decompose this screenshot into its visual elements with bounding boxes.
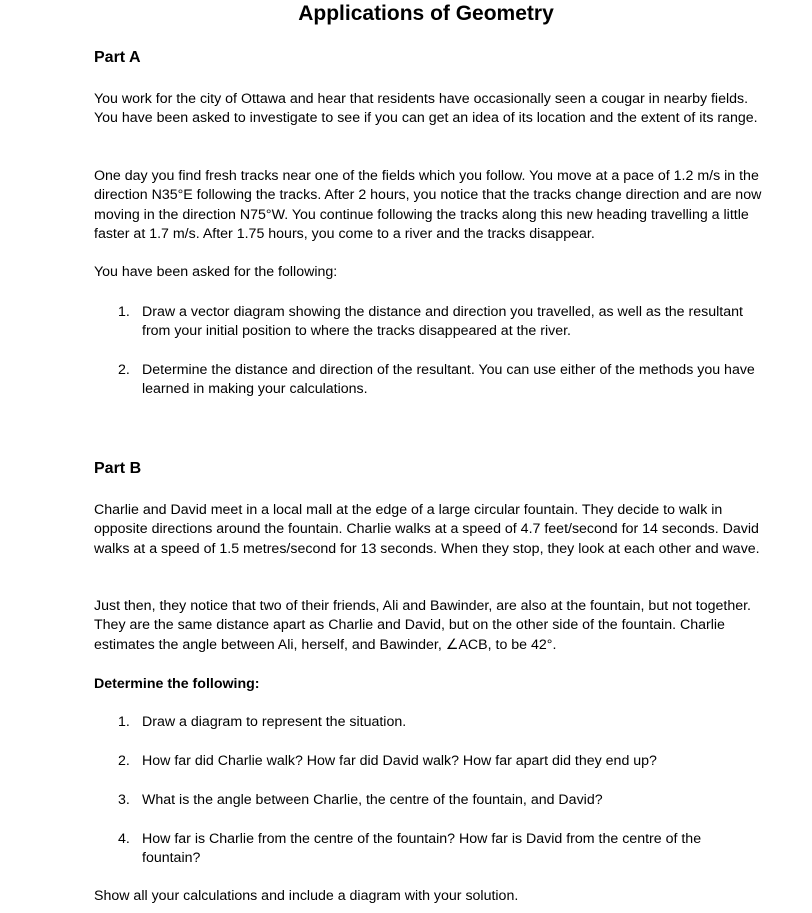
list-number: 3.: [118, 792, 130, 808]
part-b-task-item: [118, 830, 758, 869]
part-a-task-item: [118, 361, 758, 400]
part-b-heading: Part B: [94, 460, 142, 477]
part-b-task-item: [118, 713, 758, 732]
list-number: 1.: [118, 714, 130, 730]
part-a-task-item: [118, 303, 758, 342]
part-a-task-intro: You have been asked for the following:: [94, 264, 338, 280]
list-item-text: Draw a diagram to represent the situation.: [142, 714, 407, 730]
part-a-tracks-paragraph: One day you find fresh tracks near one of the fields which you follow. You move at a pace of 1.2 m/s in the direction N35°E following the tracks. After 2 hours, you notice that the tracks change direction and are now moving in the direction N75°W. You continue following the tracks along this new heading travelling a little faster at 1.7 m/s. After 1.75 hours, you come to a river and the tracks disappear.: [94, 168, 762, 242]
part-b-task-item: [118, 752, 758, 771]
part-a-heading: Part A: [94, 49, 141, 66]
list-item-text: Determine the distance and direction of the resultant. You can use either of the methods you have learned in making your calculations.: [142, 362, 755, 398]
determine-label: Determine the following:: [94, 676, 260, 692]
list-item-text: What is the angle between Charlie, the centre of the fountain, and David?: [142, 792, 603, 808]
list-item-text: Draw a vector diagram showing the distance and direction you travelled, as well as the resultant from your initial position to where the tracks disappeared at the river.: [142, 304, 743, 340]
page-title: Applications of Geometry: [298, 2, 554, 25]
list-number: 2.: [118, 753, 130, 769]
list-item-text: How far did Charlie walk? How far did David walk? How far apart did they end up?: [142, 753, 657, 769]
part-b-friends-paragraph: Just then, they notice that two of their friends, Ali and Bawinder, are also at the fountain, but not together. They are the same distance apart as Charlie and David, but on the other side of the fountain. Charlie estimates the angle between Ali, herself, and Bawinder, ∠ACB, to be 42°.: [94, 598, 751, 653]
part-b-task-item: [118, 791, 758, 810]
closing-instruction: Show all your calculations and include a diagram with your solution.: [94, 888, 519, 904]
part-b-fountain-paragraph: Charlie and David meet in a local mall at the edge of a large circular fountain. They decide to walk in opposite directions around the fountain. Charlie walks at a speed of 4.7 feet/second for 14 seconds. David walks at a speed of 1.5 metres/second for 13 seconds. When they stop, they look at each other and wave.: [94, 502, 760, 557]
list-number: 4.: [118, 831, 130, 847]
list-number: 1.: [118, 304, 130, 320]
part-a-intro-paragraph: You work for the city of Ottawa and hear that residents have occasionally seen a cougar in nearby fields. You have been asked to investigate to see if you can get an idea of its location and the extent of its range.: [94, 91, 758, 127]
list-number: 2.: [118, 362, 130, 378]
list-item-text: How far is Charlie from the centre of the fountain? How far is David from the centre of the fountain?: [142, 831, 702, 867]
